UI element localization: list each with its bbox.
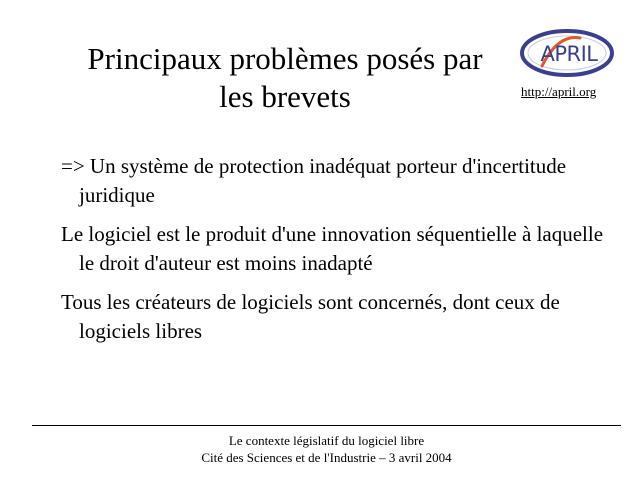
slide-title-line-1: Principaux problèmes posés par: [87, 41, 483, 76]
slide-title-line-2: les brevets: [219, 79, 351, 114]
bullet-item: => Un système de protection inadéquat porteur d'incertitude juridique: [61, 154, 567, 207]
april-website-link[interactable]: http://april.org: [521, 84, 597, 99]
footer-divider: [32, 425, 621, 426]
bullet-item: Tous les créateurs de logiciels sont concernés, dont ceux de logiciels libres: [61, 290, 560, 343]
footer-line-2: Cité des Sciences et de l'Industrie – 3 avril 2004: [201, 450, 452, 465]
footer-line-1: Le contexte législatif du logiciel libre: [228, 433, 425, 448]
slide-title: [40, 40, 530, 116]
bullet-item: Le logiciel est le produit d'une innovation séquentielle à laquelle le droit d'auteur est moins inadapté: [61, 222, 604, 275]
april-logo: [518, 26, 616, 80]
bullet-list: [61, 152, 621, 356]
april-logo-text: APRIL: [540, 42, 598, 66]
slide-footer: [32, 432, 621, 466]
